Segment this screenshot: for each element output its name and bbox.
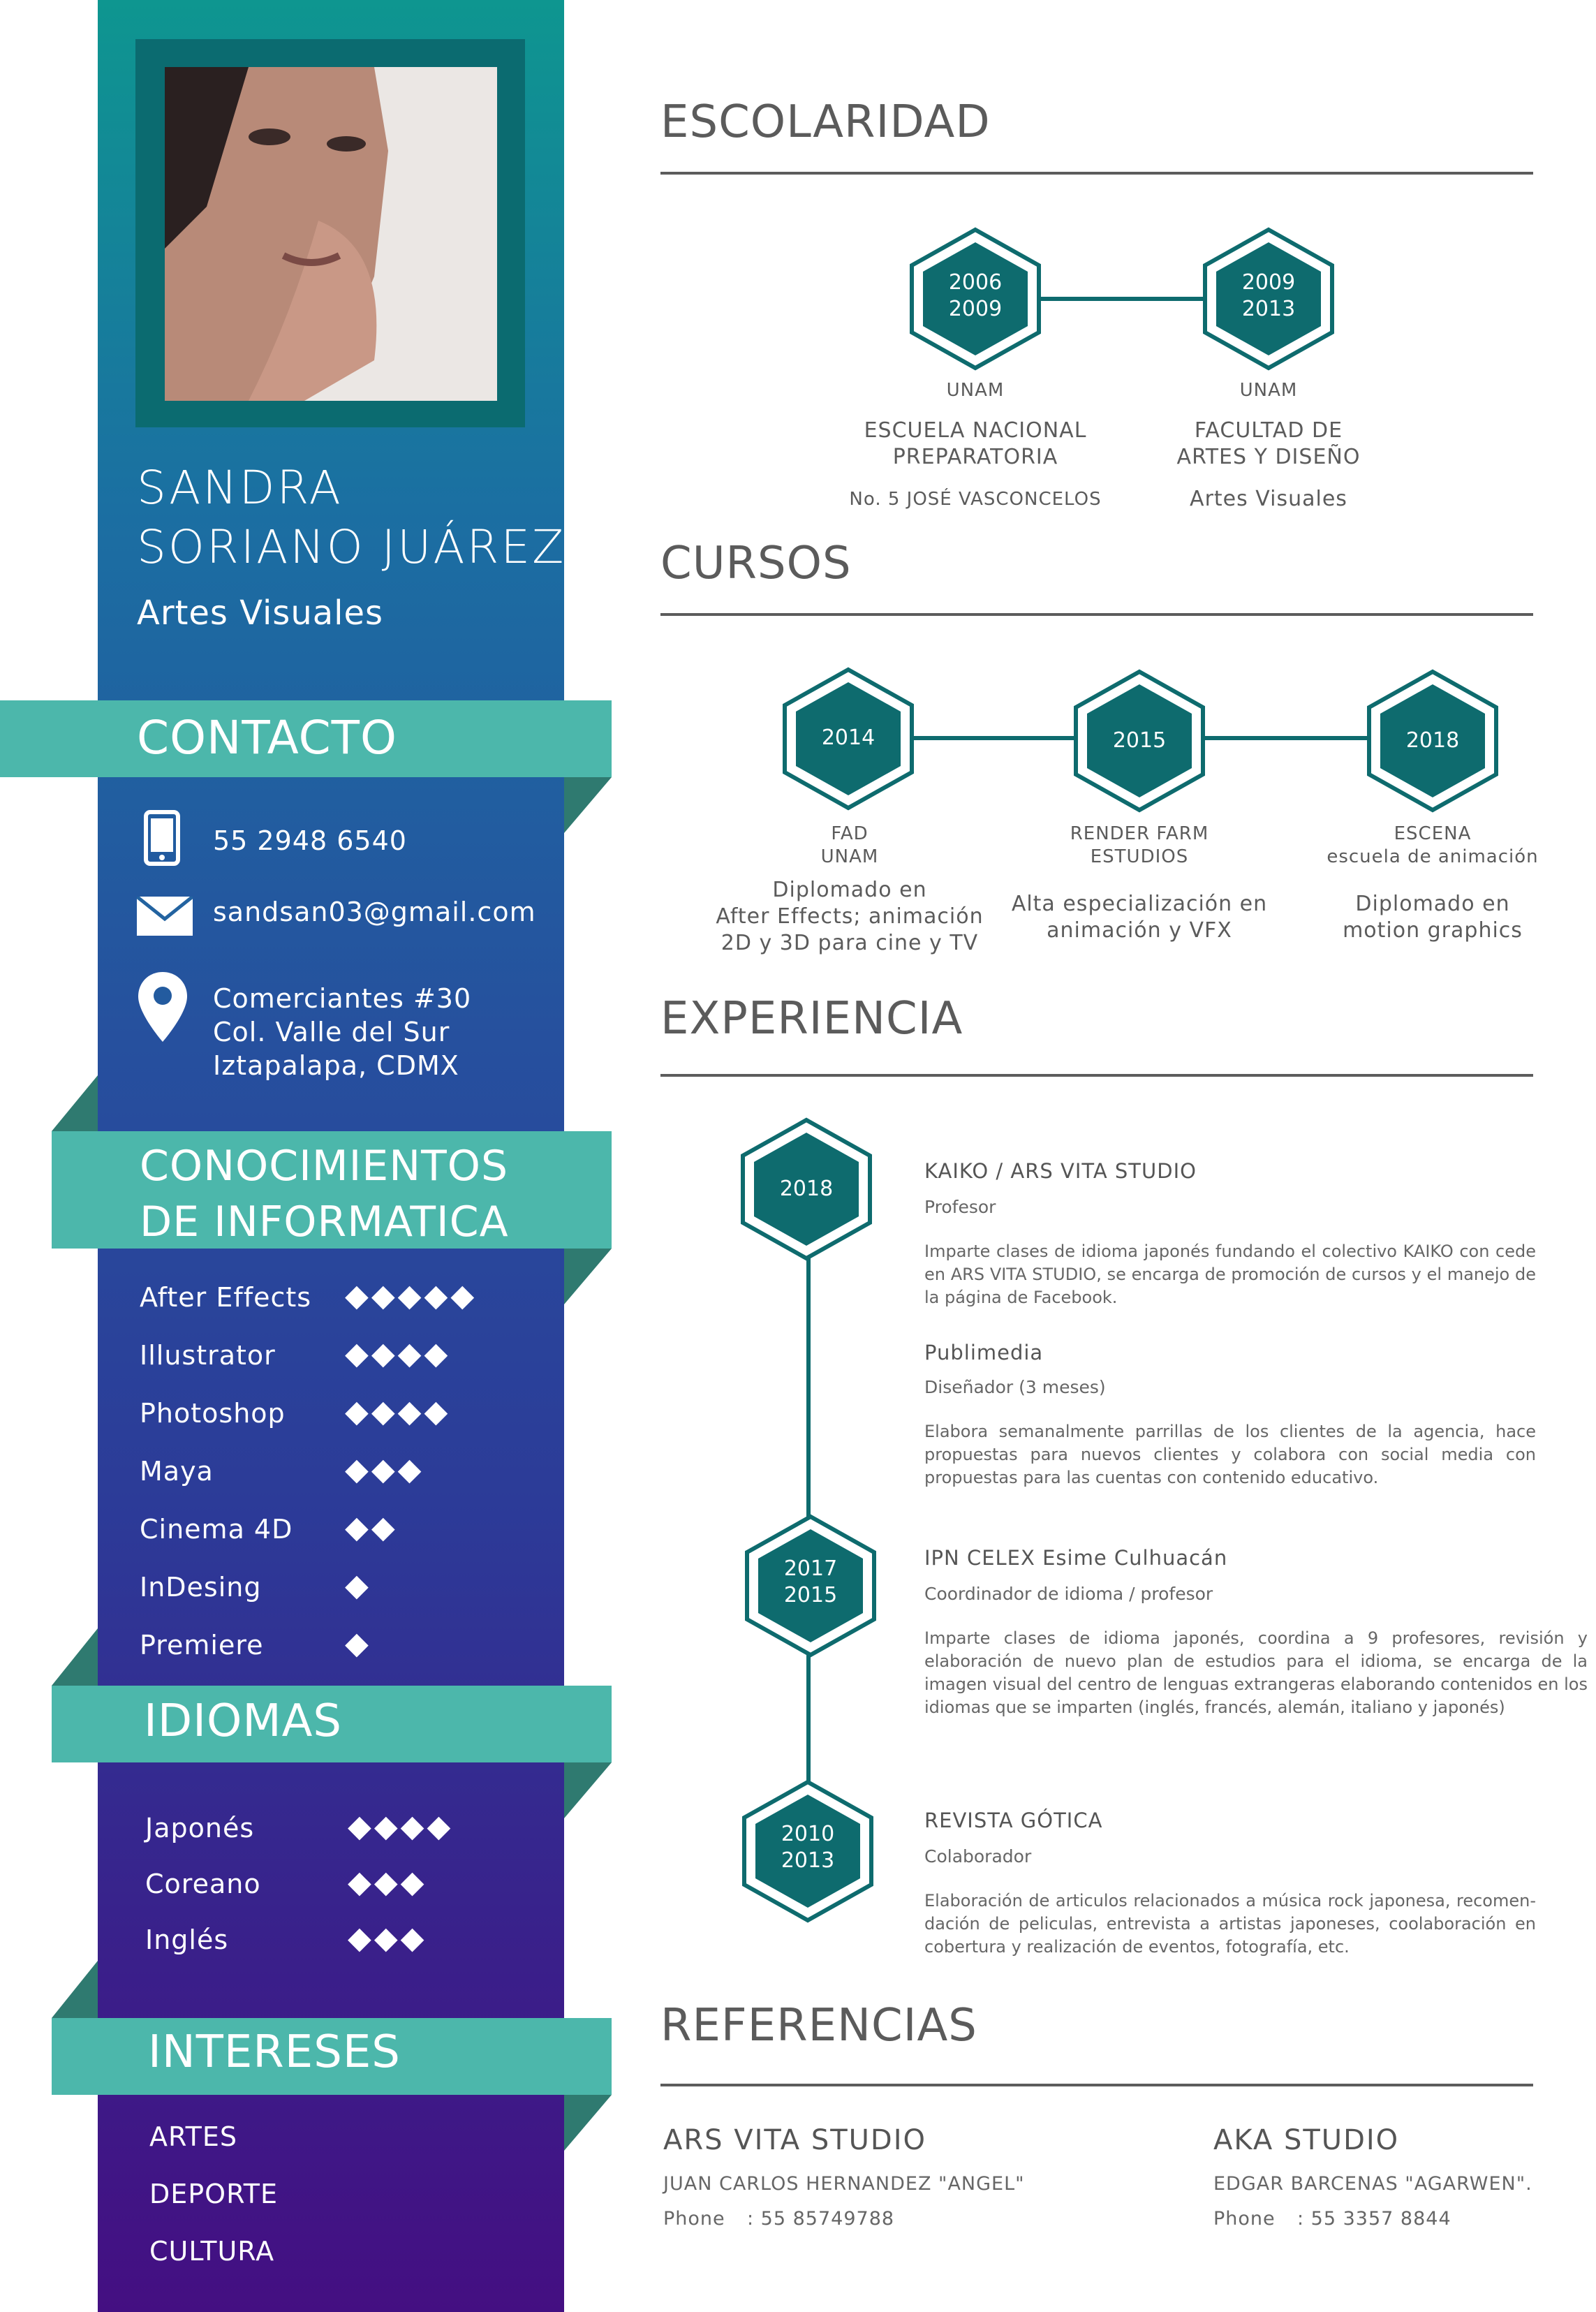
hexagon-year: 2014: [821, 726, 875, 750]
conocimientos-heading: [140, 1138, 509, 1250]
name-last: SORIANO JUÁREZ: [137, 520, 566, 574]
band-fold: [564, 1249, 612, 1304]
job-title: REVISTA GÓTICA: [924, 1809, 1103, 1832]
band-fold: [564, 1762, 612, 1818]
rated-item-label: Japonés: [145, 1813, 255, 1843]
rated-item-label: InDesing: [140, 1572, 262, 1603]
rating-diamonds: ◆◆: [345, 1510, 398, 1545]
school-name: [836, 418, 1115, 471]
address-line: Col. Valle del Sur: [213, 1017, 450, 1047]
hexagon-year: [744, 1556, 877, 1609]
reference-contact: EDGAR BARCENAS "AGARWEN".: [1213, 2173, 1532, 2195]
band-fold: [564, 2095, 612, 2151]
reference-contact: JUAN CARLOS HERNANDEZ "ANGEL": [663, 2173, 1025, 2195]
band-fold: [52, 1628, 98, 1686]
course-desc-line: motion graphics: [1343, 918, 1523, 943]
rating-diamonds: ◆: [345, 1626, 371, 1661]
year-end: 2013: [1241, 297, 1296, 321]
name-first: SANDRA: [137, 461, 343, 515]
year-end: 2009: [948, 297, 1003, 321]
timeline-connector: [1033, 297, 1215, 301]
job-role: Coordinador de idioma / profesor: [924, 1584, 1213, 1604]
idiomas-heading: IDIOMAS: [144, 1695, 343, 1747]
school-org: UNAM: [946, 380, 1005, 401]
section-rule: [660, 172, 1533, 175]
course-desc-line: Alta especialización en: [1011, 892, 1268, 916]
rating-diamonds: ◆◆◆: [348, 1920, 427, 1956]
rating-diamonds: ◆◆◆◆: [345, 1394, 451, 1429]
band-fold: [564, 777, 612, 833]
contact-email[interactable]: sandsan03@gmail.com: [213, 897, 536, 927]
course-desc: [965, 891, 1314, 944]
course-org: [1000, 823, 1279, 869]
rating-diamonds: ◆◆◆: [345, 1452, 424, 1487]
year-start: 2017: [783, 1556, 838, 1581]
year-end: 2015: [783, 1583, 838, 1607]
course-desc: [1293, 891, 1572, 944]
school-detail: Artes Visuales: [1190, 487, 1347, 511]
reference-studio: ARS VITA STUDIO: [663, 2124, 927, 2156]
job-role: Diseñador (3 meses): [924, 1377, 1106, 1397]
rating-diamonds: ◆: [345, 1568, 371, 1603]
experiencia-heading: EXPERIENCIA: [660, 993, 963, 1045]
contact-phone: 55 2948 6540: [213, 825, 407, 856]
location-pin-icon: [138, 972, 187, 1045]
phone-icon: [144, 810, 180, 869]
course-org-line: ESCENA: [1394, 823, 1472, 844]
address-line: Iztapalapa, CDMX: [213, 1050, 459, 1081]
hexagon-year: 2015: [1112, 728, 1167, 753]
rated-item-label: Illustrator: [140, 1340, 276, 1371]
year-start: 2010: [781, 1822, 835, 1846]
job-title: KAIKO / ARS VITA STUDIO: [924, 1159, 1197, 1183]
address-line: Comerciantes #30: [213, 983, 472, 1014]
school-name-line: FACULTAD DE: [1194, 418, 1343, 443]
reference-studio: AKA STUDIO: [1213, 2124, 1400, 2156]
course-org-line: UNAM: [820, 846, 879, 867]
year-start: 2009: [1241, 270, 1296, 295]
course-org-line: RENDER FARM: [1070, 823, 1209, 844]
contacto-heading: CONTACTO: [137, 711, 397, 765]
rating-diamonds: ◆◆◆: [348, 1864, 427, 1900]
referencias-heading: REFERENCIAS: [660, 2000, 977, 2052]
cursos-heading: CURSOS: [660, 538, 852, 589]
course-org-line: escuela de animación: [1327, 846, 1539, 867]
hexagon-year: [1202, 270, 1335, 323]
school-name-line: ESCUELA NACIONAL: [864, 418, 1087, 443]
course-org: [710, 823, 989, 869]
rating-diamonds: ◆◆◆◆◆: [345, 1278, 478, 1313]
hexagon-year: [741, 1821, 874, 1874]
course-org-line: FAD: [831, 823, 869, 844]
job-role: Profesor: [924, 1197, 996, 1217]
email-icon: [137, 897, 193, 938]
band-fold: [52, 1961, 98, 2018]
heading-line: CONOCIMIENTOS: [140, 1142, 509, 1191]
band-fold: [52, 1075, 98, 1131]
job-description: Imparte clases de idioma japonés fundando el colectivo KAIKO con cede en ARS VITA STUDIO, se encarga de promoción de cursos y el manejo de la página de Facebook.: [924, 1242, 1536, 1307]
job-title: IPN CELEX Esime Culhuacán: [924, 1546, 1228, 1570]
reference-phone: : 55 3357 8844: [1297, 2208, 1451, 2230]
course-org-line: ESTUDIOS: [1090, 846, 1189, 867]
school-name: [1129, 418, 1408, 471]
reference-phone-label: Phone: [663, 2208, 725, 2230]
year-start: 2006: [948, 270, 1003, 295]
rated-item-label: Maya: [140, 1456, 214, 1487]
school-name-line: ARTES Y DISEÑO: [1176, 445, 1361, 469]
course-org: [1293, 823, 1572, 869]
intereses-heading: INTERESES: [148, 2026, 401, 2078]
rating-diamonds: ◆◆◆◆: [348, 1809, 454, 1844]
job-role: Colaborador: [924, 1846, 1032, 1866]
rated-item-label: Premiere: [140, 1630, 264, 1661]
section-rule: [660, 1074, 1533, 1077]
job-description: Imparte clases de idioma japonés, coordina a 9 profesores, revisión y elaboración de nuevo plan de estudios para el idioma, se encarga de la imagen visual del centro de lenguas extrangeras elaborando contenidos en los idiomas que se imparten (inglés, francés, alemán, italiano y japonés): [924, 1628, 1588, 1717]
reference-phone: : 55 85749788: [747, 2208, 895, 2230]
rating-diamonds: ◆◆◆◆: [345, 1336, 451, 1371]
course-desc-line: 2D y 3D para cine y TV: [721, 931, 979, 955]
escolaridad-heading: ESCOLARIDAD: [660, 96, 991, 148]
hexagon-year: [909, 270, 1042, 323]
hexagon-year: 2018: [779, 1177, 834, 1201]
job-description: Elaboración de articulos relacionados a música rock japonesa, recomen-dación de peliculas, entrevista a artistas japoneses, coolaboración en cobertura y realización de eventos, fotografía, etc.: [924, 1891, 1536, 1957]
section-rule: [660, 613, 1533, 616]
job-title: Publimedia: [924, 1341, 1044, 1364]
profile-photo: [165, 67, 497, 401]
interest-item: DEPORTE: [149, 2179, 278, 2209]
interest-item: ARTES: [149, 2121, 237, 2152]
school-org: UNAM: [1239, 380, 1298, 401]
school-detail: No. 5 JOSÉ VASCONCELOS: [849, 489, 1102, 510]
hexagon-year: 2018: [1405, 728, 1460, 753]
course-desc-line: animación y VFX: [1047, 918, 1232, 943]
profile-title: Artes Visuales: [137, 594, 384, 633]
rated-item-label: Cinema 4D: [140, 1514, 293, 1545]
course-desc-line: Diplomado en: [772, 878, 927, 902]
heading-line: DE INFORMATICA: [140, 1198, 509, 1246]
section-rule: [660, 2084, 1533, 2086]
rated-item-label: Photoshop: [140, 1398, 286, 1429]
job-description: Elabora semanalmente parrillas de los clientes de la agencia, hace propuestas para nuevos clientes y colabora con social media con propuestas para las cuentas con contenido educativo.: [924, 1422, 1536, 1487]
contact-address: [213, 982, 471, 1082]
rated-item-label: After Effects: [140, 1282, 312, 1313]
course-desc-line: After Effects; animación: [716, 904, 984, 929]
rated-item-label: Coreano: [145, 1869, 261, 1899]
year-end: 2013: [781, 1848, 835, 1873]
reference-phone-label: Phone: [1213, 2208, 1276, 2230]
school-name-line: PREPARATORIA: [892, 445, 1058, 469]
interest-item: CULTURA: [149, 2236, 275, 2267]
course-desc-line: Diplomado en: [1355, 892, 1510, 916]
rated-item-label: Inglés: [145, 1924, 229, 1955]
